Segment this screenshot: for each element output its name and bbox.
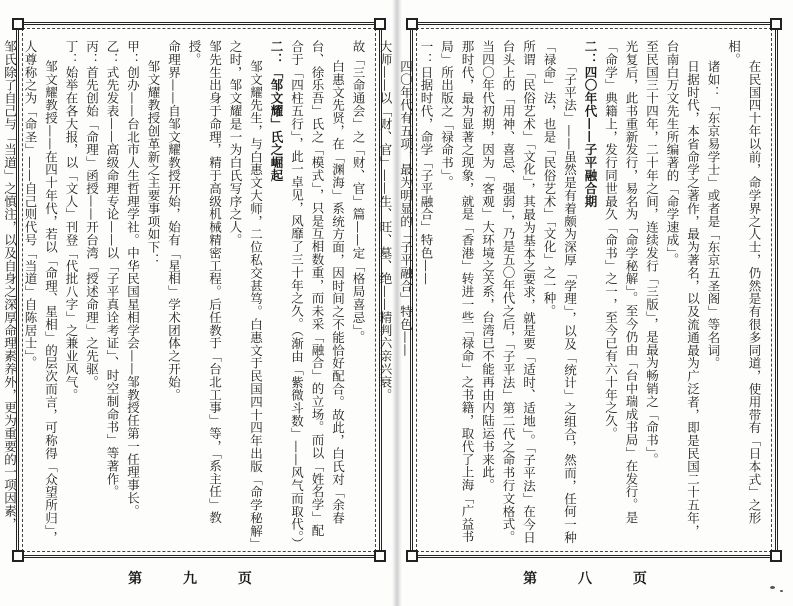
page-number: 第 九 页 (128, 571, 270, 587)
paragraph: 一：日据时代，命学「子平融合」特色—— (419, 40, 434, 286)
paragraph: 邹先生出身于命理，精于高级机械精密工程。后任教于「台北工事」等，「系主任」教授。 (187, 40, 223, 524)
left-page (2, 14, 388, 598)
paragraph: 乙：式先发表——高级命理专论——以「子平真诠考证」、时空制命书」等著作。 (105, 40, 120, 499)
paragraph: 那时代，最为显著之现象，就是「香港」转进一些「禄命」之书籍，取代了上海「广益书局」所出版之「禄命书」。 (439, 40, 475, 544)
border-ornament-icon (770, 18, 782, 30)
paragraph: 大师——以「财、官」——生、旺、墓、绝——精判六亲兴衰。 (378, 40, 393, 402)
paragraph: 邹文耀教授——在四十年代，若以「命理、星相」的层次而言，可称得「众望所归」，人尊称之为「命圣」——自己则代号「当道」自陈居士」。 (23, 40, 59, 544)
paragraph: 故「三命通会」之「财、官」篇——定「格局喜忌」。 (351, 40, 366, 344)
border-ornament-icon (406, 18, 418, 30)
paragraph: 日据时代，本省命学之著作，最为著名，以及流通最为广泛者，即是民国二十五年，台南白万文先生所编著的「命学速成」。 (665, 40, 701, 538)
scan-speck (780, 590, 783, 592)
paragraph: 命理界——自邹文耀教授开始，始有「星相」学术团体之开始。 (166, 40, 182, 402)
left-page-body (2, 40, 368, 551)
paragraph: 丙：首先创始「命理」函授——开台湾「授述命理」之先驱。 (84, 40, 100, 389)
section-heading: 二：「邹文耀」氏之崛起 (269, 40, 284, 182)
section-heading: 二：四〇年代——子平融合期 (583, 40, 598, 208)
paragraph: 所谓「民俗艺术」「文化」，其最为基本之要求，就是要「适时、适地」。「子平法」在今日台头上的「用神、喜忌、强弱」，乃是五〇年代之后，「子平法」第二代之命书行文格式。 (501, 40, 537, 544)
page-number: 第 八 页 (523, 571, 665, 587)
paragraph: 白惠文先贤，在「渊海」系统方面，因时间之不能恰好配合。故此，白氏对「余春台、徐乐吾」氏之「模式」，只是互相数重，而未采「融合」的立场。而以「姓名学」配合于「四柱五行」，此一卓见，风靡了三十年之久。（渐由「紫微斗数」——风气而取代。） (289, 40, 346, 551)
paragraph: 「子平法」——虽然是有着颇为深厚「学理」，以及「统计」之组合，然而，任何一种「禄命」法，也是「民俗艺术」「文化」之一种。 (542, 40, 578, 544)
paragraph: 四〇年代有五项，最为明显的「子平融合」特色—— (398, 60, 414, 357)
paragraph: 光复后，此书重新发行，易名为「命学秘解」。至今仍由「台中瑞成书局」在发行。是「命学」典籍上，发行同世最久「命书」之一，至今已有六十年之久。 (603, 40, 639, 524)
border-ornament-icon (374, 18, 386, 30)
paragraph: 甲：创办——台北市人生哲理学社。中华民国星相学会——邹教授任第一任理事长。 (125, 40, 141, 518)
paragraph: 在民国四十年以前，命学界之人士，仍然是有很多同道，使用带有「日本式」之形相。 (726, 40, 762, 525)
border-ornament-icon (374, 550, 386, 562)
border-ornament-icon (406, 550, 418, 562)
right-page-body (378, 40, 764, 546)
paragraph: 至民国三十四年，二十年之间，连续发行「三版」，是最为畅销之「命书」。 (644, 40, 660, 467)
paragraph: 丁：始举在各大报，以「文人」刊登「代批八字」之兼业风气。 (64, 40, 79, 402)
border-ornament-icon (770, 550, 782, 562)
border-ornament-icon (12, 550, 24, 562)
paragraph: 邹文耀先生，与白惠文大师，二位私交甚笃。白惠文于民国四十四年出版「命学秘解」之时，邹文耀是一为白氏写序之人。 (228, 40, 264, 544)
right-page (378, 14, 784, 598)
scan-speck (770, 586, 775, 589)
paragraph: 邹文耀教授创革新之主要事项如下： (146, 60, 161, 267)
paragraph: 邹氏除了自己与「当道」之慎注，以及自身之深厚命理素养外，更为重要的一项因素， (2, 40, 18, 531)
paragraph: 诸如：「东京易学士」或者是「东京五圣阁」等名词。 (706, 60, 721, 370)
paragraph: 当四〇年代初期，因为「客观」大环境之关系，台湾已不能再由内陆运书来此。 (480, 40, 496, 492)
border-ornament-icon (12, 18, 24, 30)
